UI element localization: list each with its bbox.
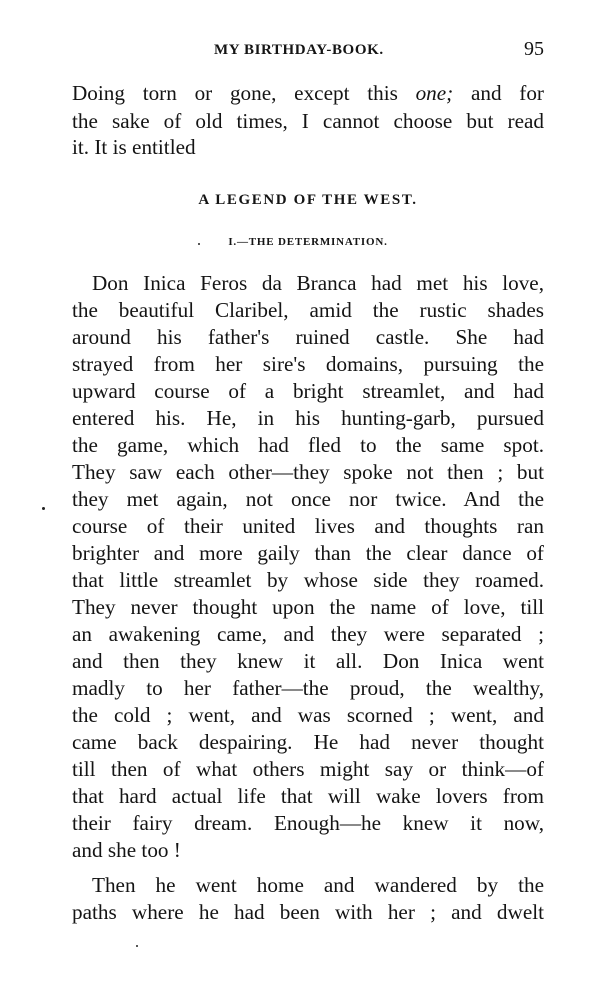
paragraph-line: they met again, not once nor twice. And the [72, 487, 544, 511]
paragraph-line: Don Inica Feros da Branca had met his love, [92, 271, 544, 295]
paragraph-line: that hard actual life that will wake lovers from [72, 784, 544, 808]
paragraph-line: the cold ; went, and was scorned ; went, and [72, 703, 544, 727]
margin-dot [42, 507, 45, 510]
text-line: it. It is entitled [72, 135, 196, 159]
paragraph-line: an awakening came, and they were separated ; [72, 622, 544, 646]
running-head [72, 40, 544, 64]
text-fragment: Doing torn or gone, except this [72, 81, 416, 105]
paragraph-line: Then he went home and wandered by the [92, 873, 544, 897]
paragraph-line: that little streamlet by whose side they roamed. [72, 568, 544, 592]
text-line [72, 80, 544, 106]
paragraph-line: madly to her father—the proud, the wealthy, [72, 676, 544, 700]
paragraph-line: course of their united lives and thoughts ran [72, 514, 544, 538]
paragraph-line: till then of what others might say or think—of [72, 757, 544, 781]
paragraph-line: around his father's ruined castle. She had [72, 325, 544, 349]
text-line: the sake of old times, I cannot choose but read [72, 109, 544, 133]
page-number: 95 [524, 38, 544, 60]
section-heading: I.—THE DETERMINATION. [228, 236, 388, 248]
print-speck [136, 945, 138, 947]
paragraph-line: They saw each other—they spoke not then ; but [72, 460, 544, 484]
text-fragment: and for [453, 81, 544, 105]
paragraph-line: entered his. He, in his hunting-garb, pursued [72, 406, 544, 430]
paragraph-line: the beautiful Claribel, amid the rustic shades [72, 298, 544, 322]
paragraph-line: They never thought upon the name of love, till [72, 595, 544, 619]
paragraph-line: the game, which had fled to the same spot. [72, 433, 544, 457]
paragraph-line: and then they knew it all. Don Inica went [72, 649, 544, 673]
paragraph-line: their fairy dream. Enough—he knew it now, [72, 811, 544, 835]
paragraph-line: upward course of a bright streamlet, and had [72, 379, 544, 403]
paragraph-line: paths where he had been with her ; and dwelt [72, 900, 544, 924]
legend-title: A LEGEND OF THE WEST. [198, 192, 418, 208]
paragraph-line: brighter and more gaily than the clear dance of [72, 541, 544, 565]
running-title: MY BIRTHDAY-BOOK. [214, 42, 384, 58]
emphasized-word: one; [415, 81, 454, 105]
paragraph-line: came back despairing. He had never thought [72, 730, 544, 754]
paragraph-line: strayed from her sire's domains, pursuing the [72, 352, 544, 376]
paragraph-line: and she too ! [72, 838, 181, 862]
